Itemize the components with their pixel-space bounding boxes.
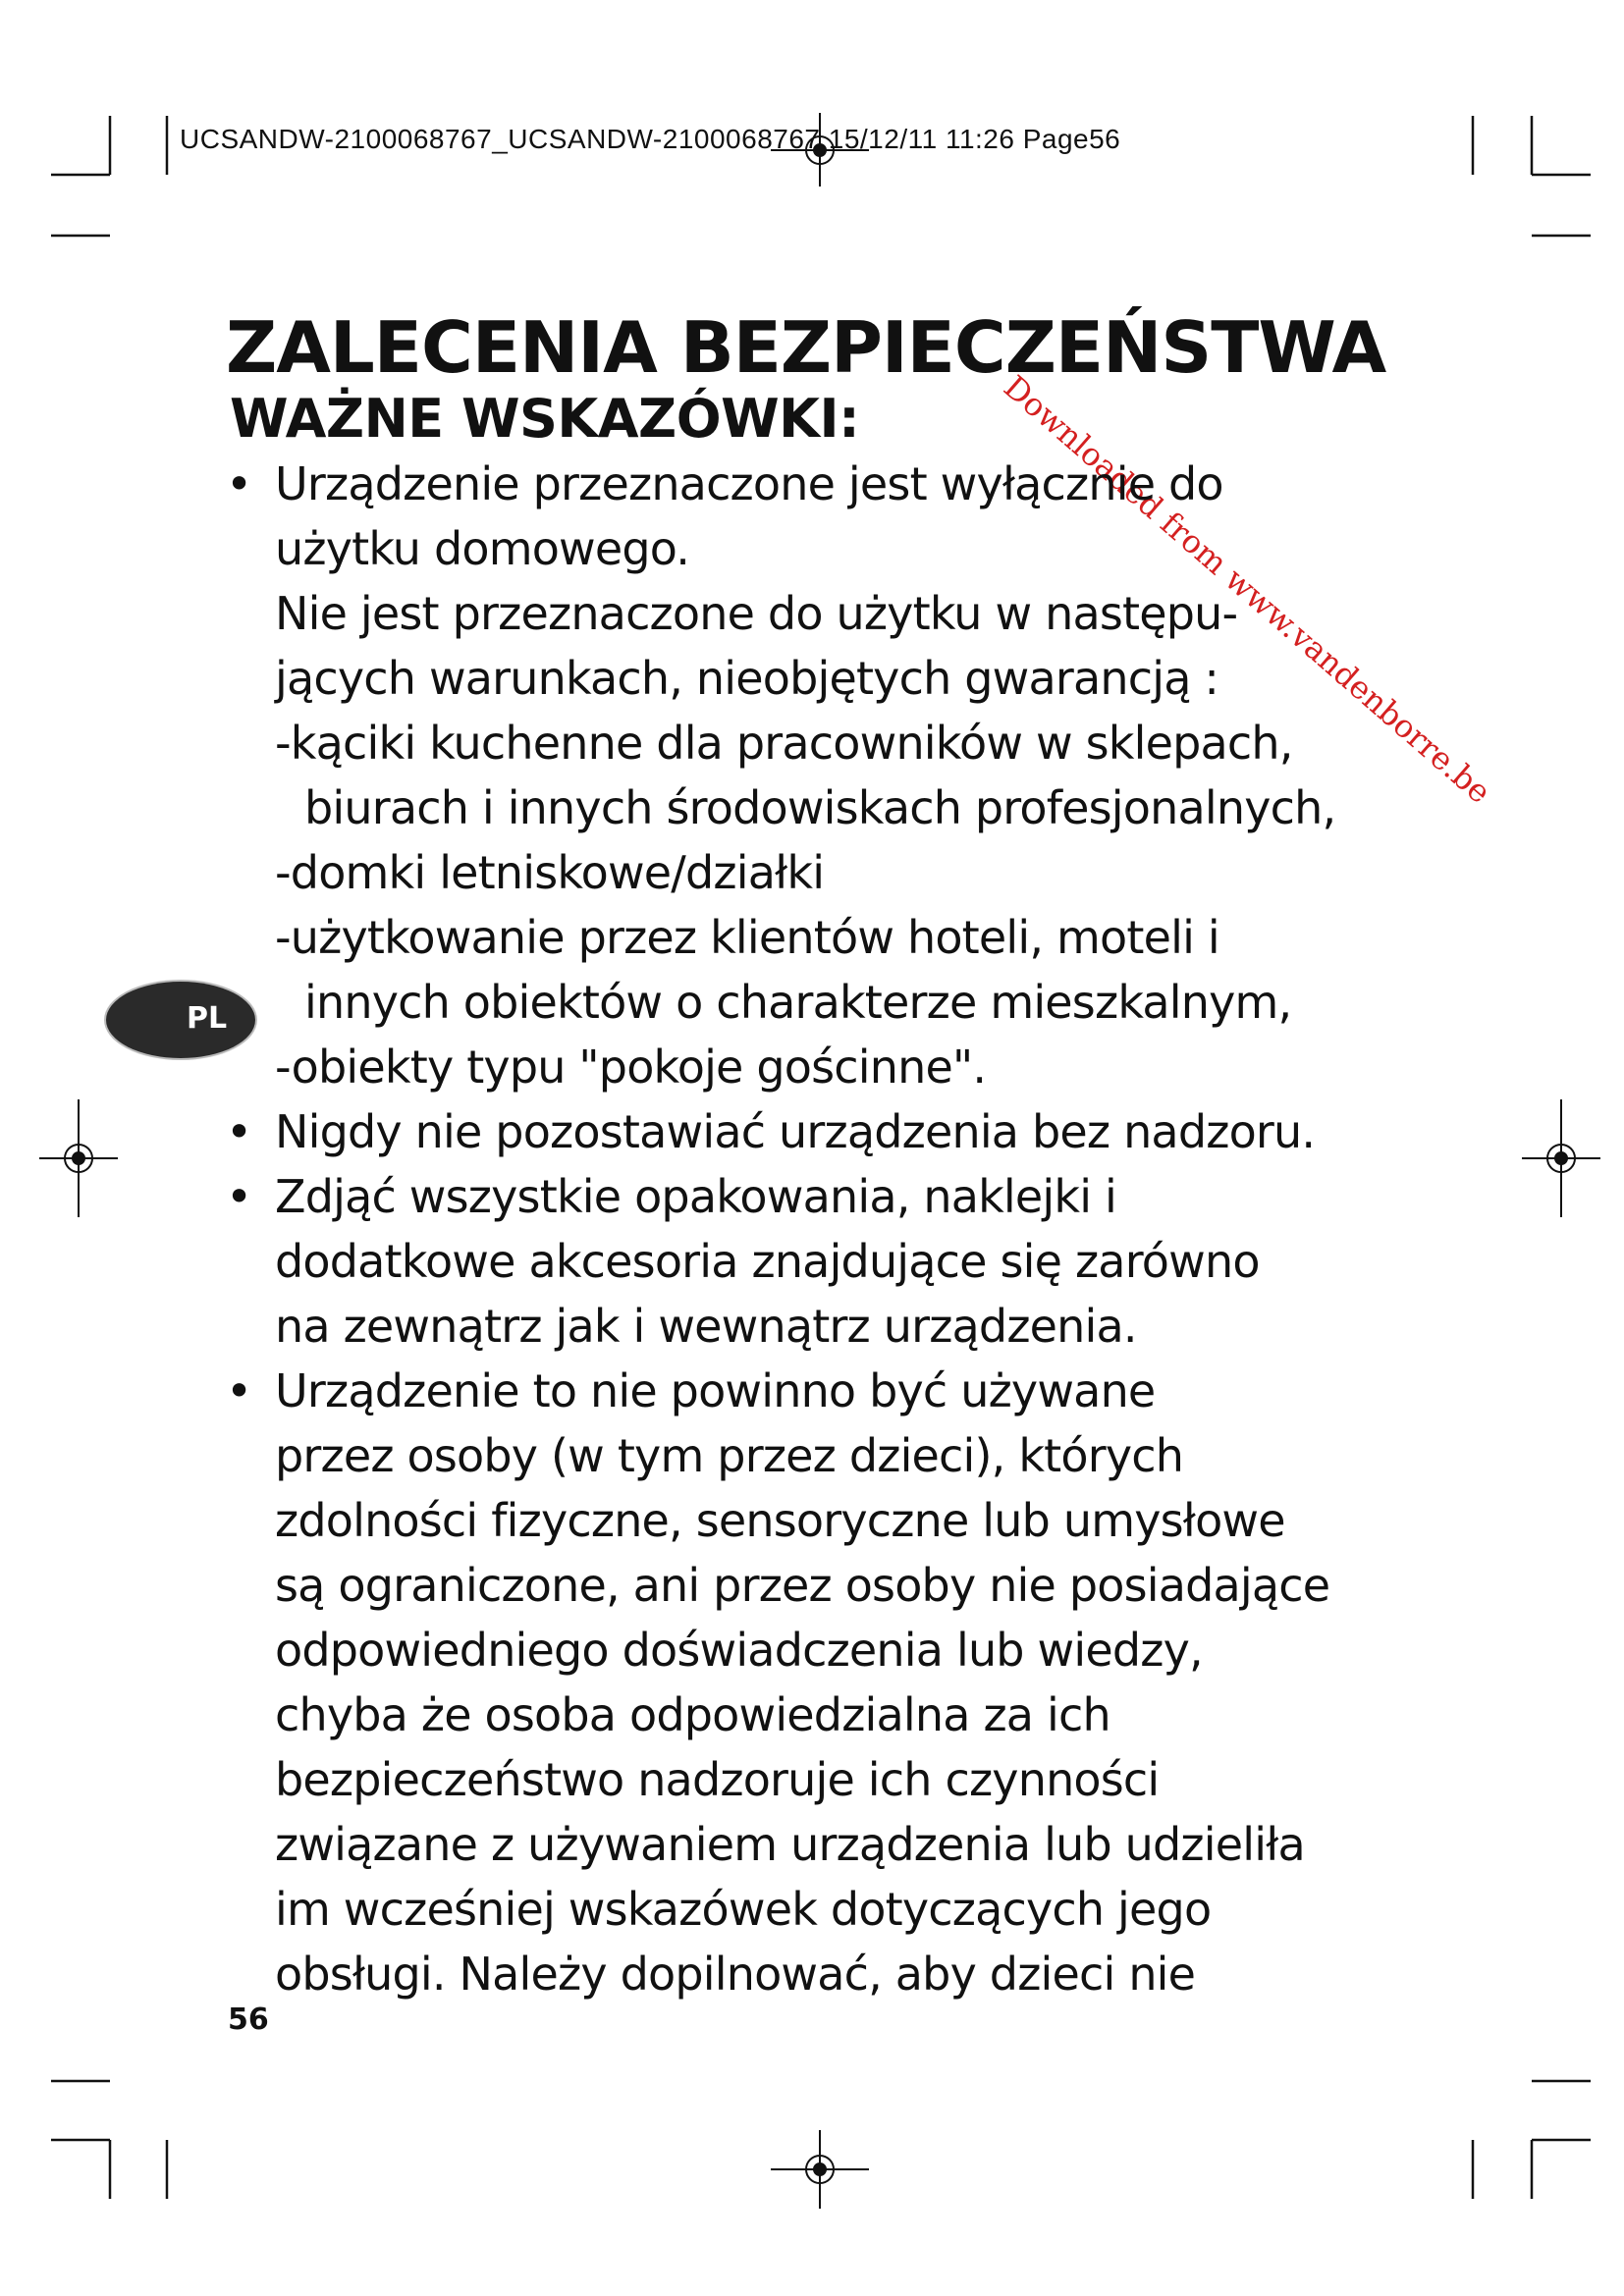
text-line: [226, 775, 1502, 840]
line-text: Urządzenie to nie powinno być używane: [275, 1364, 1156, 1417]
text-line: [226, 1229, 1502, 1294]
safety-instructions: [226, 452, 1502, 2006]
text-line: [226, 1488, 1502, 1553]
text-line: [226, 1877, 1502, 1942]
line-text: są ograniczone, ani przez osoby nie posiadające: [275, 1559, 1330, 1612]
text-line: [226, 1747, 1502, 1812]
line-text: -domki letniskowe/działki: [275, 846, 825, 899]
text-line: [226, 1035, 1502, 1099]
line-text: zdolności fizyczne, sensoryczne lub umysłowe: [275, 1494, 1285, 1547]
line-text: na zewnątrz jak i wewnątrz urządzenia.: [275, 1300, 1137, 1353]
download-watermark: Downloaded from www.vandenborre.be: [997, 368, 1498, 811]
text-line: [226, 1812, 1502, 1877]
line-text: bezpieczeństwo nadzoruje ich czynności: [275, 1753, 1160, 1806]
text-line: [226, 711, 1502, 775]
text-line: [226, 1618, 1502, 1682]
line-text: biurach i innych środowiskach profesjonalnych,: [304, 781, 1336, 834]
text-line: [226, 1682, 1502, 1747]
line-text: Nie jest przeznaczone do użytku w następu-: [275, 587, 1238, 640]
text-line: [226, 581, 1502, 646]
text-line: [226, 1164, 1502, 1229]
line-text: Nigdy nie pozostawiać urządzenia bez nadzoru.: [275, 1105, 1316, 1158]
page-title: ZALECENIA BEZPIECZEŃSTWA: [226, 306, 1386, 389]
line-text: użytku domowego.: [275, 522, 690, 575]
line-text: odpowiedniego doświadczenia lub wiedzy,: [275, 1624, 1203, 1677]
language-tab-label: PL: [187, 1001, 228, 1036]
registration-target-left: [39, 1099, 118, 1217]
line-text: związane z używaniem urządzenia lub udzieliła: [275, 1818, 1305, 1871]
bullet: •: [226, 457, 252, 510]
line-text: jących warunkach, nieobjętych gwarancją :: [275, 652, 1219, 705]
line-text: -kąciki kuchenne dla pracowników w sklepach,: [275, 717, 1293, 770]
line-text: Urządzenie przeznaczone jest wyłącznie do: [275, 457, 1223, 510]
line-text: chyba że osoba odpowiedzialna za ich: [275, 1688, 1110, 1741]
text-line: [226, 1553, 1502, 1618]
registration-target-bottom: [771, 2130, 869, 2209]
text-line: [226, 840, 1502, 905]
print-slug: UCSANDW-2100068767_UCSANDW-2100068767 15/12/11 11:26 Page56: [180, 124, 1121, 154]
line-text: im wcześniej wskazówek dotyczących jego: [275, 1883, 1212, 1936]
text-line: [226, 452, 1502, 516]
text-line: [226, 1294, 1502, 1359]
section-subtitle: WAŻNE WSKAZÓWKI:: [230, 388, 860, 450]
line-text: -obiekty typu "pokoje gościnne".: [275, 1041, 987, 1094]
text-line: [226, 516, 1502, 581]
line-text: innych obiektów o charakterze mieszkalnym,: [304, 976, 1292, 1029]
page-number: 56: [228, 2002, 269, 2037]
bullet: •: [226, 1170, 252, 1223]
line-text: Zdjąć wszystkie opakowania, naklejki i: [275, 1170, 1117, 1223]
text-line: [226, 905, 1502, 970]
text-line: [226, 970, 1502, 1035]
registration-target-right: [1522, 1099, 1600, 1217]
text-line: [226, 1942, 1502, 2006]
bullet: •: [226, 1105, 252, 1158]
text-line: [226, 1099, 1502, 1164]
text-line: [226, 646, 1502, 711]
line-text: -użytkowanie przez klientów hoteli, moteli i: [275, 911, 1219, 964]
bullet: •: [226, 1364, 252, 1417]
line-text: przez osoby (w tym przez dzieci), których: [275, 1429, 1184, 1482]
text-line: [226, 1423, 1502, 1488]
line-text: obsługi. Należy dopilnować, aby dzieci nie: [275, 1948, 1196, 2001]
line-text: dodatkowe akcesoria znajdujące się zarówno: [275, 1235, 1260, 1288]
text-line: [226, 1359, 1502, 1423]
